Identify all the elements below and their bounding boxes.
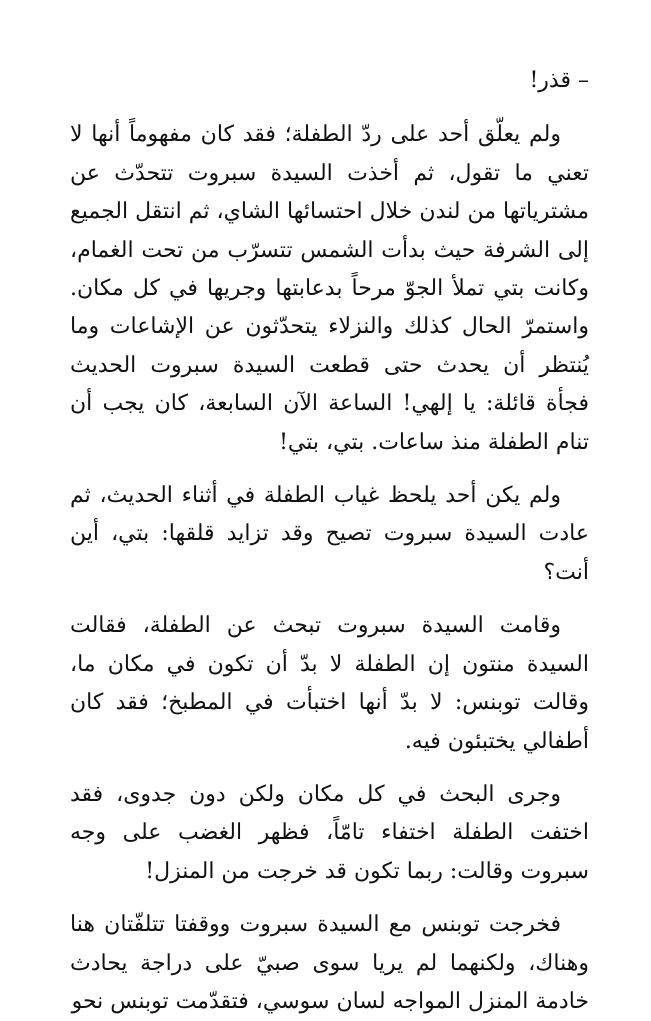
paragraph: ولم يكن أحد يلحظ غياب الطفلة في أثناء الحديث، ثم عادت السيدة سبروت تصيح وقد تزايد قلقها: بتي، أين أنت؟ <box>70 483 589 585</box>
paragraph: وقامت السيدة سبروت تبحث عن الطفلة، فقالت السيدة منتون إن الطفلة لا بدّ أن تكون في مكان ما، وقالت توبنس: لا بدّ أنها اختبأت في المطبخ؛ فقد كان أطفالي يختبئون فيه. <box>70 613 589 754</box>
paragraph: ولم يعلّق أحد على ردّ الطفلة؛ فقد كان مفهوماً أنها لا تعني ما تقول، ثم أخذت السيدة سبروت تتحدّث عن مشترياتها من لندن خلال احتسائها الشاي، ثم انتقل الجميع إلى الشرفة حيث بدأت الشمس تتسرّب من تحت الغمام، وكانت بتي تملأ الجوّ مرحاً بدعابتها وجريها في كل مكان. واستمرّ الحال كذلك والنزلاء يتحدّثون عن الإشاعات وما يُنتظر أن يحدث حتى قطعت السيدة سبروت الحديث فجأة قائلة: يا إلهي! الساعة الآن السابعة، كان يجب أن تنام الطفلة منذ ساعات. بتي، بتي! <box>70 122 589 455</box>
dialogue-line: – قذر! <box>529 68 589 93</box>
paragraph: فخرجت توبنس مع السيدة سبروت ووقفتا تتلفّتان هنا وهناك، ولكنهما لم يريا سوى صبيّ على دراجة يحادث خادمة المنزل المواجه لسان سوسي، فتقدّمت توبنس نحو <box>70 912 589 1014</box>
paragraph: وجرى البحث في كل مكان ولكن دون جدوى، فقد اختفت الطفلة اختفاء تامّاً، فظهر الغضب على وجه سبروت وقالت: ربما تكون قد خرجت من المنزل! <box>70 781 589 884</box>
